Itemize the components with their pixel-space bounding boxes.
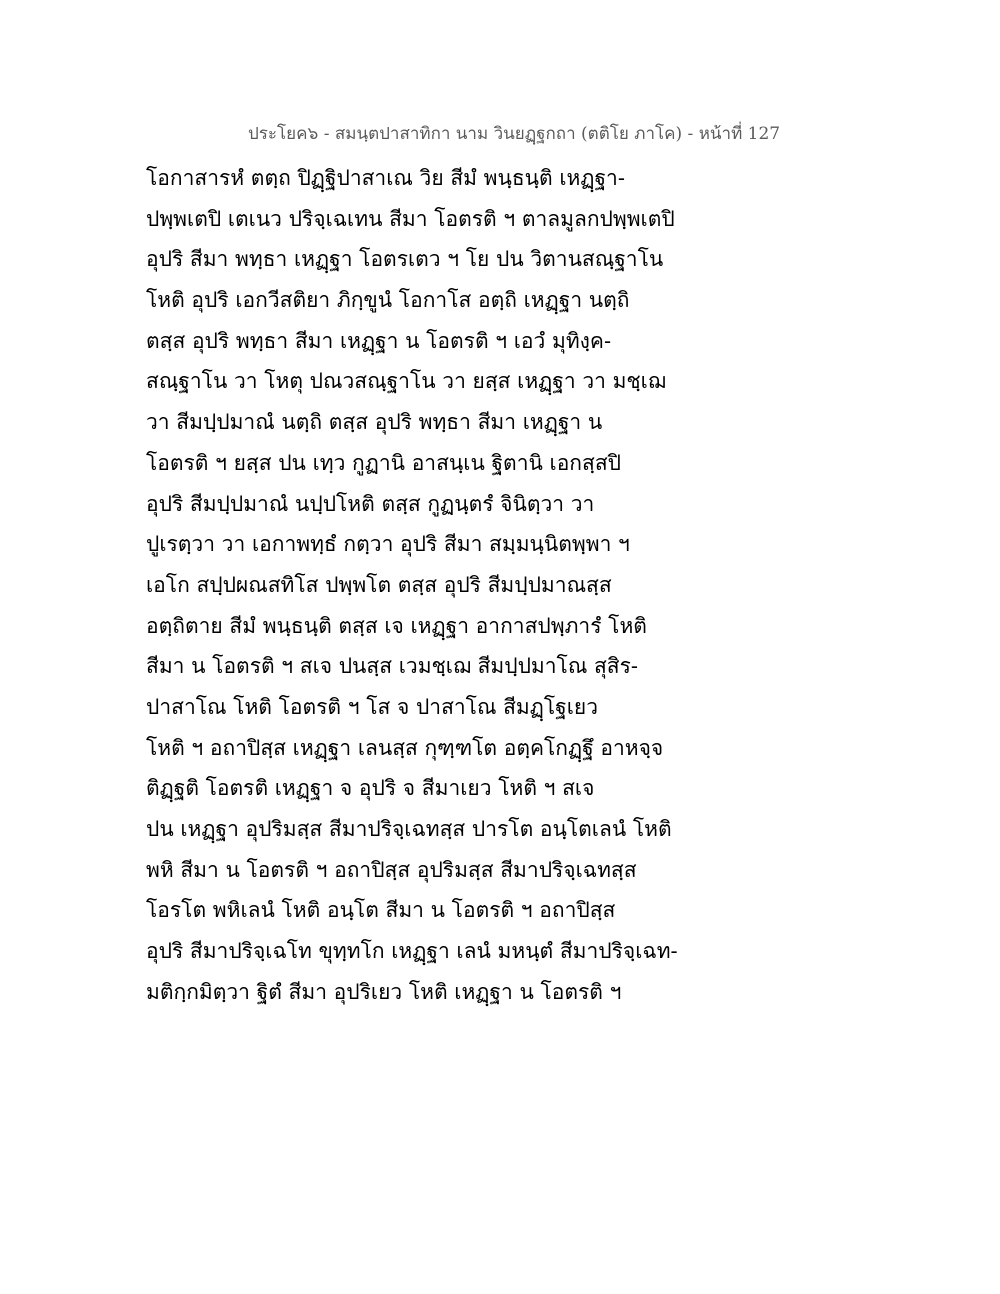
body-text [146, 158, 686, 1012]
running-header: ประโยค๖ - สมนฺตปาสาทิกา นาม วินยฏฺฐกถา (ตติโย ภาโค) - หน้าที่ 127 [248, 124, 781, 144]
text-line: วา สีมปฺปมาณํ นตฺถิ ตสฺส อุปริ พทฺธา สีมา เหฏฺฐา น [146, 410, 603, 435]
text-line: โหติ อุปริ เอกวีสติยา ภิกฺขูนํ โอกาโส อตฺถิ เหฏฺฐา นตฺถิ [146, 288, 630, 313]
text-line: อุปริ สีมปฺปมาณํ นปฺปโหติ ตสฺส กูฏนฺตรํ จินิตฺวา วา [146, 491, 595, 516]
text-line: ปูเรตฺวา วา เอกาพทฺธํ กตฺวา อุปริ สีมา สมฺมนฺนิตพฺพา ฯ [146, 532, 630, 557]
text-line: โอตรติ ฯ ยสฺส ปน เทฺว กูฏานิ อาสนฺเน ฐิตานิ เอกสฺสปิ [146, 450, 621, 475]
text-line: เอโก สปฺปผณสทิโส ปพฺพโต ตสฺส อุปริ สีมปฺปมาณสฺส [146, 572, 612, 597]
text-line: มติกฺกมิตฺวา ฐิตํ สีมา อุปริเยว โหติ เหฏฺฐา น โอตรติ ฯ [146, 979, 622, 1004]
text-line: ปน เหฏฺฐา อุปริมสฺส สีมาปริจฺเฉทสฺส ปารโต อนฺโตเลนํ โหติ [146, 817, 672, 841]
text-line: สณฺฐาโน วา โหตุ ปณวสณฺฐาโน วา ยสฺส เหฏฺฐา วา มชฺเฌ [146, 369, 666, 394]
text-line: โอรโต พหิเลนํ โหติ อนฺโต สีมา น โอตรติ ฯ อถาปิสฺส [146, 898, 616, 923]
text-line: อุปริ สีมา พทฺธา เหฏฺฐา โอตรเตว ฯ โย ปน วิตานสณฺฐาโน [146, 247, 664, 272]
text-line: อุปริ สีมาปริจฺเฉโท ขุทฺทโก เหฏฺฐา เลนํ มหนฺตํ สีมาปริจฺเฉท- [146, 939, 678, 964]
text-line: อตฺถิตาย สีมํ พนฺธนฺติ ตสฺส เจ เหฏฺฐา อากาสปพฺภารํ โหติ [146, 613, 647, 638]
text-line: ปพฺพเตปิ เตเนว ปริจฺเฉเทน สีมา โอตรติ ฯ ตาลมูลกปพฺพเตปิ [146, 206, 675, 231]
text-line: ปาสาโณ โหติ โอตรติ ฯ โส จ ปาสาโณ สีมฏฺโฐเยว [146, 694, 599, 719]
text-line: โอกาสารหํ ตตฺถ ปิฏฺฐิปาสาเณ วิย สีมํ พนฺธนฺติ เหฏฺฐา- [146, 166, 625, 190]
text-line: สีมา น โอตรติ ฯ สเจ ปนสฺส เวมชฺเฌ สีมปฺปมาโณ สุสิร- [146, 654, 638, 679]
text-line: พหิ สีมา น โอตรติ ฯ อถาปิสฺส อุปริมสฺส สีมาปริจฺเฉทสฺส [146, 857, 637, 882]
text-line: โหติ ฯ อถาปิสฺส เหฏฺฐา เลนสฺส กุฑฺฑโต อตฺคโกฏฺฐึ อาหจฺจ [146, 735, 664, 760]
text-line: ติฏฺฐติ โอตรติ เหฏฺฐา จ อุปริ จ สีมาเยว โหติ ฯ สเจ [146, 776, 595, 801]
text-line: ตสฺส อุปริ พทฺธา สีมา เหฏฺฐา น โอตรติ ฯ เอวํ มุทิงฺค- [146, 328, 612, 353]
